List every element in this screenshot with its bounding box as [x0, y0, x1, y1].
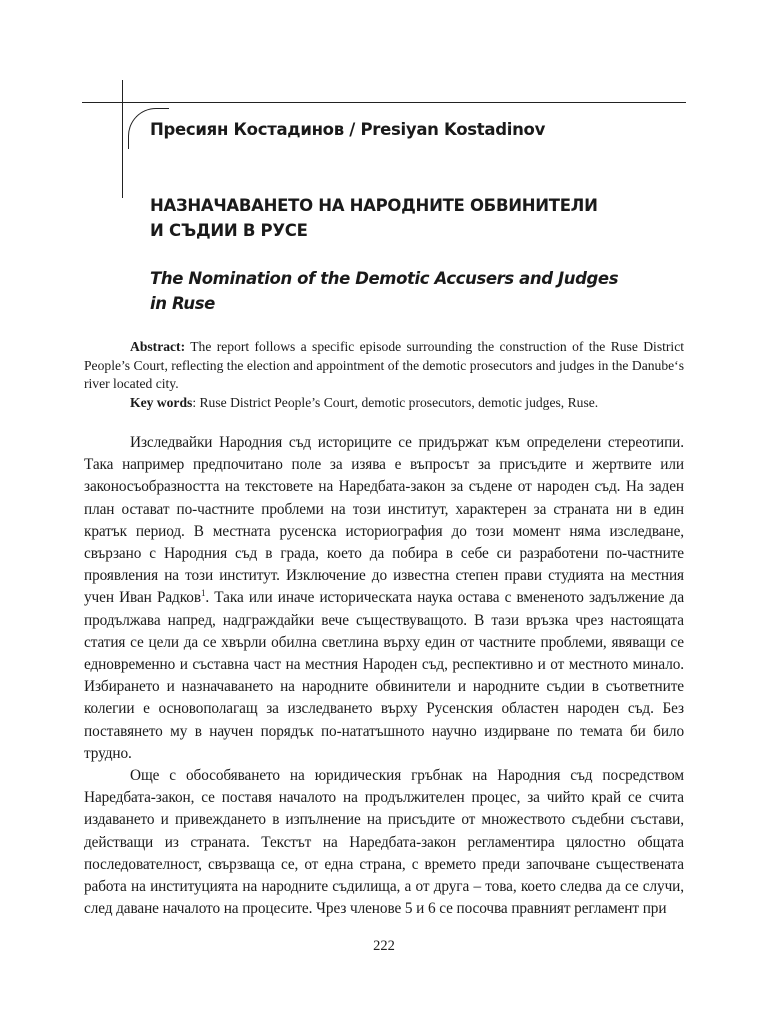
body-paragraph-2: Още с обособяването на юридическия гръбнак на Народния съд посредством Наредбата-закон, се поставя началото на продължителен процес, за чийто край се счита издаването и привеждането в изпълнение на присъдите от множеството съдебни състави, действащи из страната. Текстът на Наредбата-закон регламентира цялостно общата последователност, свързваща се, от една страна, с времето преди започване съществената работа на институцията на народните съдилища, а от друга – това, което следва да се случи, след даване началото на процесите. Чрез членове 5 и 6 се посочва правният регламент при [84, 767, 684, 918]
title-bulgarian-line-1: НАЗНАЧАВАНЕТО НА НАРОДНИТЕ ОБВИНИТЕЛИ [150, 196, 598, 215]
body-paragraph-1 [84, 432, 684, 765]
keywords-paragraph [84, 394, 684, 413]
paragraph-1-start: Изследвайки Народния съд историците се придържат към определени стереотипи. Така например предпочитано поле за изява е въпросът за присъдите и жертвите или законосъобразността на текстовете на Наредбата-закон за съдене от народен съд. На заден план остават по-частните проблеми на този институт, характерен за страната ни в един кратък период. В местната русенска историография до този момент няма изследване, свързано с Народния съд в града, което да побира в себе си разработени по-частните проявления на този институт. Изключение до известна степен прави студията на местния учен Иван Радков [84, 434, 684, 607]
header-vertical-rule [122, 80, 123, 198]
keywords-text: : Ruse District People’s Court, demotic prosecutors, demotic judges, Ruse. [192, 394, 599, 410]
title-english-line-1: The Nomination of the Demotic Accusers and Judges [150, 269, 619, 288]
body-text [84, 432, 684, 920]
title-english [150, 266, 680, 316]
abstract-text: The report follows a specific episode surrounding the construction of the Ruse District People’s Court, reflecting the election and appointment of the demotic prosecutors and judges in the Danube‘s river located city. [84, 339, 684, 391]
footnote-reference[interactable]: 1 [200, 588, 206, 599]
abstract-label: Abstract: [130, 339, 186, 354]
header-horizontal-rule [82, 102, 686, 103]
page-number: 222 [373, 938, 395, 954]
paragraph-1-end: . Така или иначе историческата наука остава с вмененото задължение да продължава напред, надграждайки вече съществуващото. В тази връзка чрез настоящата статия се цели да се хвърли обилна светлина върху един от частните проблеми, явяващи се едновременно и съставна част на местния Народен съд, респективно и от местното минало. Избирането и назначаването на народните обвинители и народните съдии в съответните колегии е основополагащ за изследването върху Русенския областен народен съд. Без поставянето му в научен порядък по-нататъшното научно издирване по темата би било трудно. [84, 589, 685, 762]
title-english-line-2: in Ruse [150, 294, 215, 313]
abstract-paragraph [84, 338, 684, 394]
keywords-label: Key words [130, 394, 193, 410]
title-bulgarian [150, 193, 670, 243]
author-name: Пресиян Костадинов / Presiyan Kostadinov [150, 120, 546, 139]
title-bulgarian-line-2: И СЪДИИ В РУСЕ [150, 221, 308, 240]
abstract-section [84, 338, 684, 412]
